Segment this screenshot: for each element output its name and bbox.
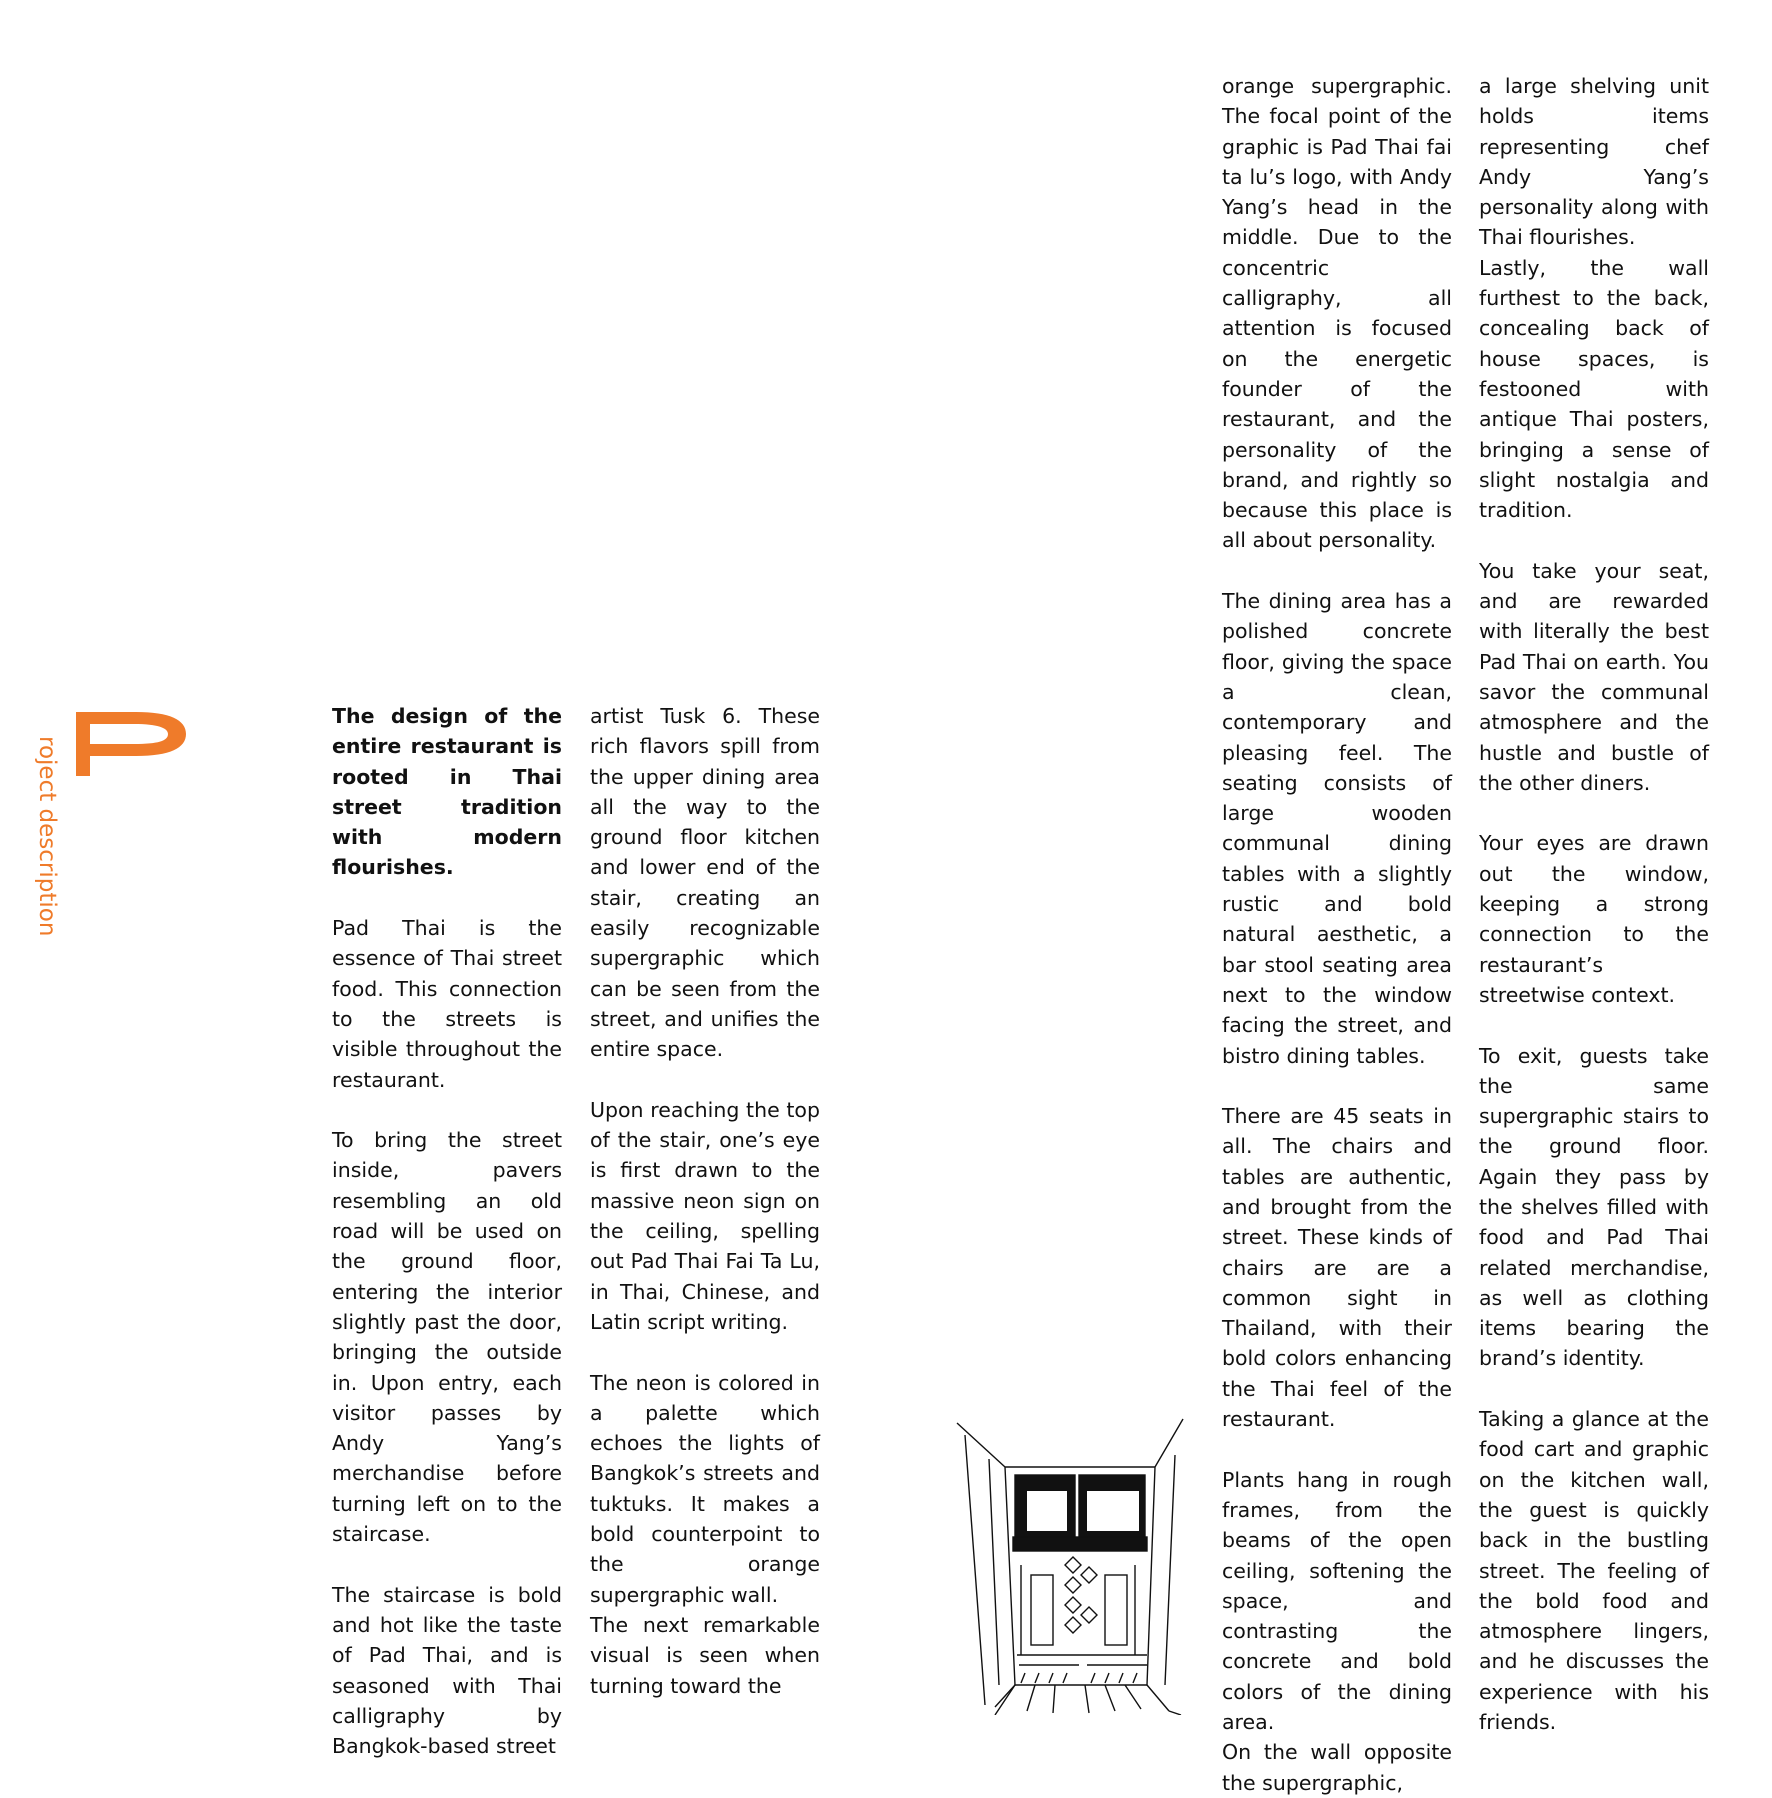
paragraph: Plants hang in rough frames, from the beams of the open ceiling, softening the space, and contrasting the concrete and bold colors of the dining area. [1222, 1467, 1452, 1735]
paragraph: The design of the entire restaurant is rooted in Thai street tradition with modern flourishes. [332, 704, 562, 880]
paragraph: On the wall opposite the supergraphic, [1222, 1740, 1452, 1795]
paragraph: The neon is colored in a palette which echoes the lights of Bangkok’s streets and tuktuks. It makes a bold counterpoint to the orange supergraphic wall. [590, 1370, 820, 1607]
paragraph: Pad Thai is the essence of Thai street food. This connection to the streets is visible throughout the restaurant. [332, 916, 562, 1092]
paragraph: Your eyes are drawn out the window, keeping a strong connection to the restaurant’s streetwise context. [1479, 831, 1709, 1007]
paragraph: The staircase is bold and hot like the taste of Pad Thai, and is seasoned with Thai calligraphy by Bangkok-based street [332, 1582, 562, 1759]
paragraph: To exit, guests take the same supergraphic stairs to the ground floor. Again they pass by the shelves filled with food and Pad Thai related merchandise, as well as clothing items bearing the brand’s identity. [1479, 1043, 1709, 1371]
paragraph: Upon reaching the top of the stair, one’s eye is first drawn to the massive neon sign on the ceiling, spelling out Pad Thai Fai Ta Lu, in Thai, Chinese, and Latin script writing. [590, 1097, 820, 1334]
paragraph: a large shelving unit holds items representing chef Andy Yang’s personality along with Thai flourishes. [1479, 74, 1709, 250]
paragraph: The dining area has a polished concrete floor, giving the space a clean, contemporary and pleasing feel. The seating consists of large wooden communal dining tables with a slightly rustic and bold natural aesthetic, a bar stool seating area next to the window facing the street, and bistro dining tables. [1222, 589, 1452, 1068]
restaurant-axonometric-sketch-icon [955, 1415, 1185, 1715]
paragraph: You take your seat, and are rewarded with literally the best Pad Thai on earth. You savor the communal atmosphere and the hustle and bustle of the other diners. [1479, 558, 1709, 795]
section-label [34, 736, 86, 937]
text-column-3 [1222, 71, 1452, 1798]
section-label-text: roject description [34, 736, 60, 937]
paragraph: Taking a glance at the food cart and graphic on the kitchen wall, the guest is quickly back in the bustling street. The feeling of the bold food and atmosphere lingers, and he discusses the experience with his friends. [1479, 1407, 1709, 1735]
paragraph: The next remarkable visual is seen when turning toward the [590, 1612, 820, 1698]
text-column-2 [590, 701, 820, 1701]
paragraph: artist Tusk 6. These rich flavors spill from the upper dining area all the way to the ground floor kitchen and lower end of the stair, creating an easily recognizable supergraphic which can be seen from the street, and unifies the entire space. [590, 704, 820, 1062]
text-column-1 [332, 701, 562, 1761]
orange-letter-p-icon [74, 708, 186, 780]
paragraph: To bring the street inside, pavers resembling an old road will be used on the ground floor, entering the interior slightly past the door, bringing the outside in. Upon entry, each visitor passes by Andy Yang’s merchandise before turning left on to the staircase. [332, 1128, 562, 1547]
text-column-4 [1479, 71, 1709, 1737]
paragraph: There are 45 seats in all. The chairs and tables are authentic, and brought from the street. These kinds of chairs are are a common sight in Thailand, with their bold colors enhancing the Thai feel of the restaurant. [1222, 1104, 1452, 1432]
paragraph: Lastly, the wall furthest to the back, concealing back of house spaces, is festooned with antique Thai posters, bringing a sense of slight nostalgia and tradition. [1479, 255, 1709, 523]
paragraph: orange supergraphic. The focal point of the graphic is Pad Thai fai ta lu’s logo, with Andy Yang’s head in the middle. Due to the concentric calligraphy, all attention is focused on the energetic founder of the restaurant, and the personality of the brand, and rightly so because this place is all about personality. [1222, 74, 1452, 553]
